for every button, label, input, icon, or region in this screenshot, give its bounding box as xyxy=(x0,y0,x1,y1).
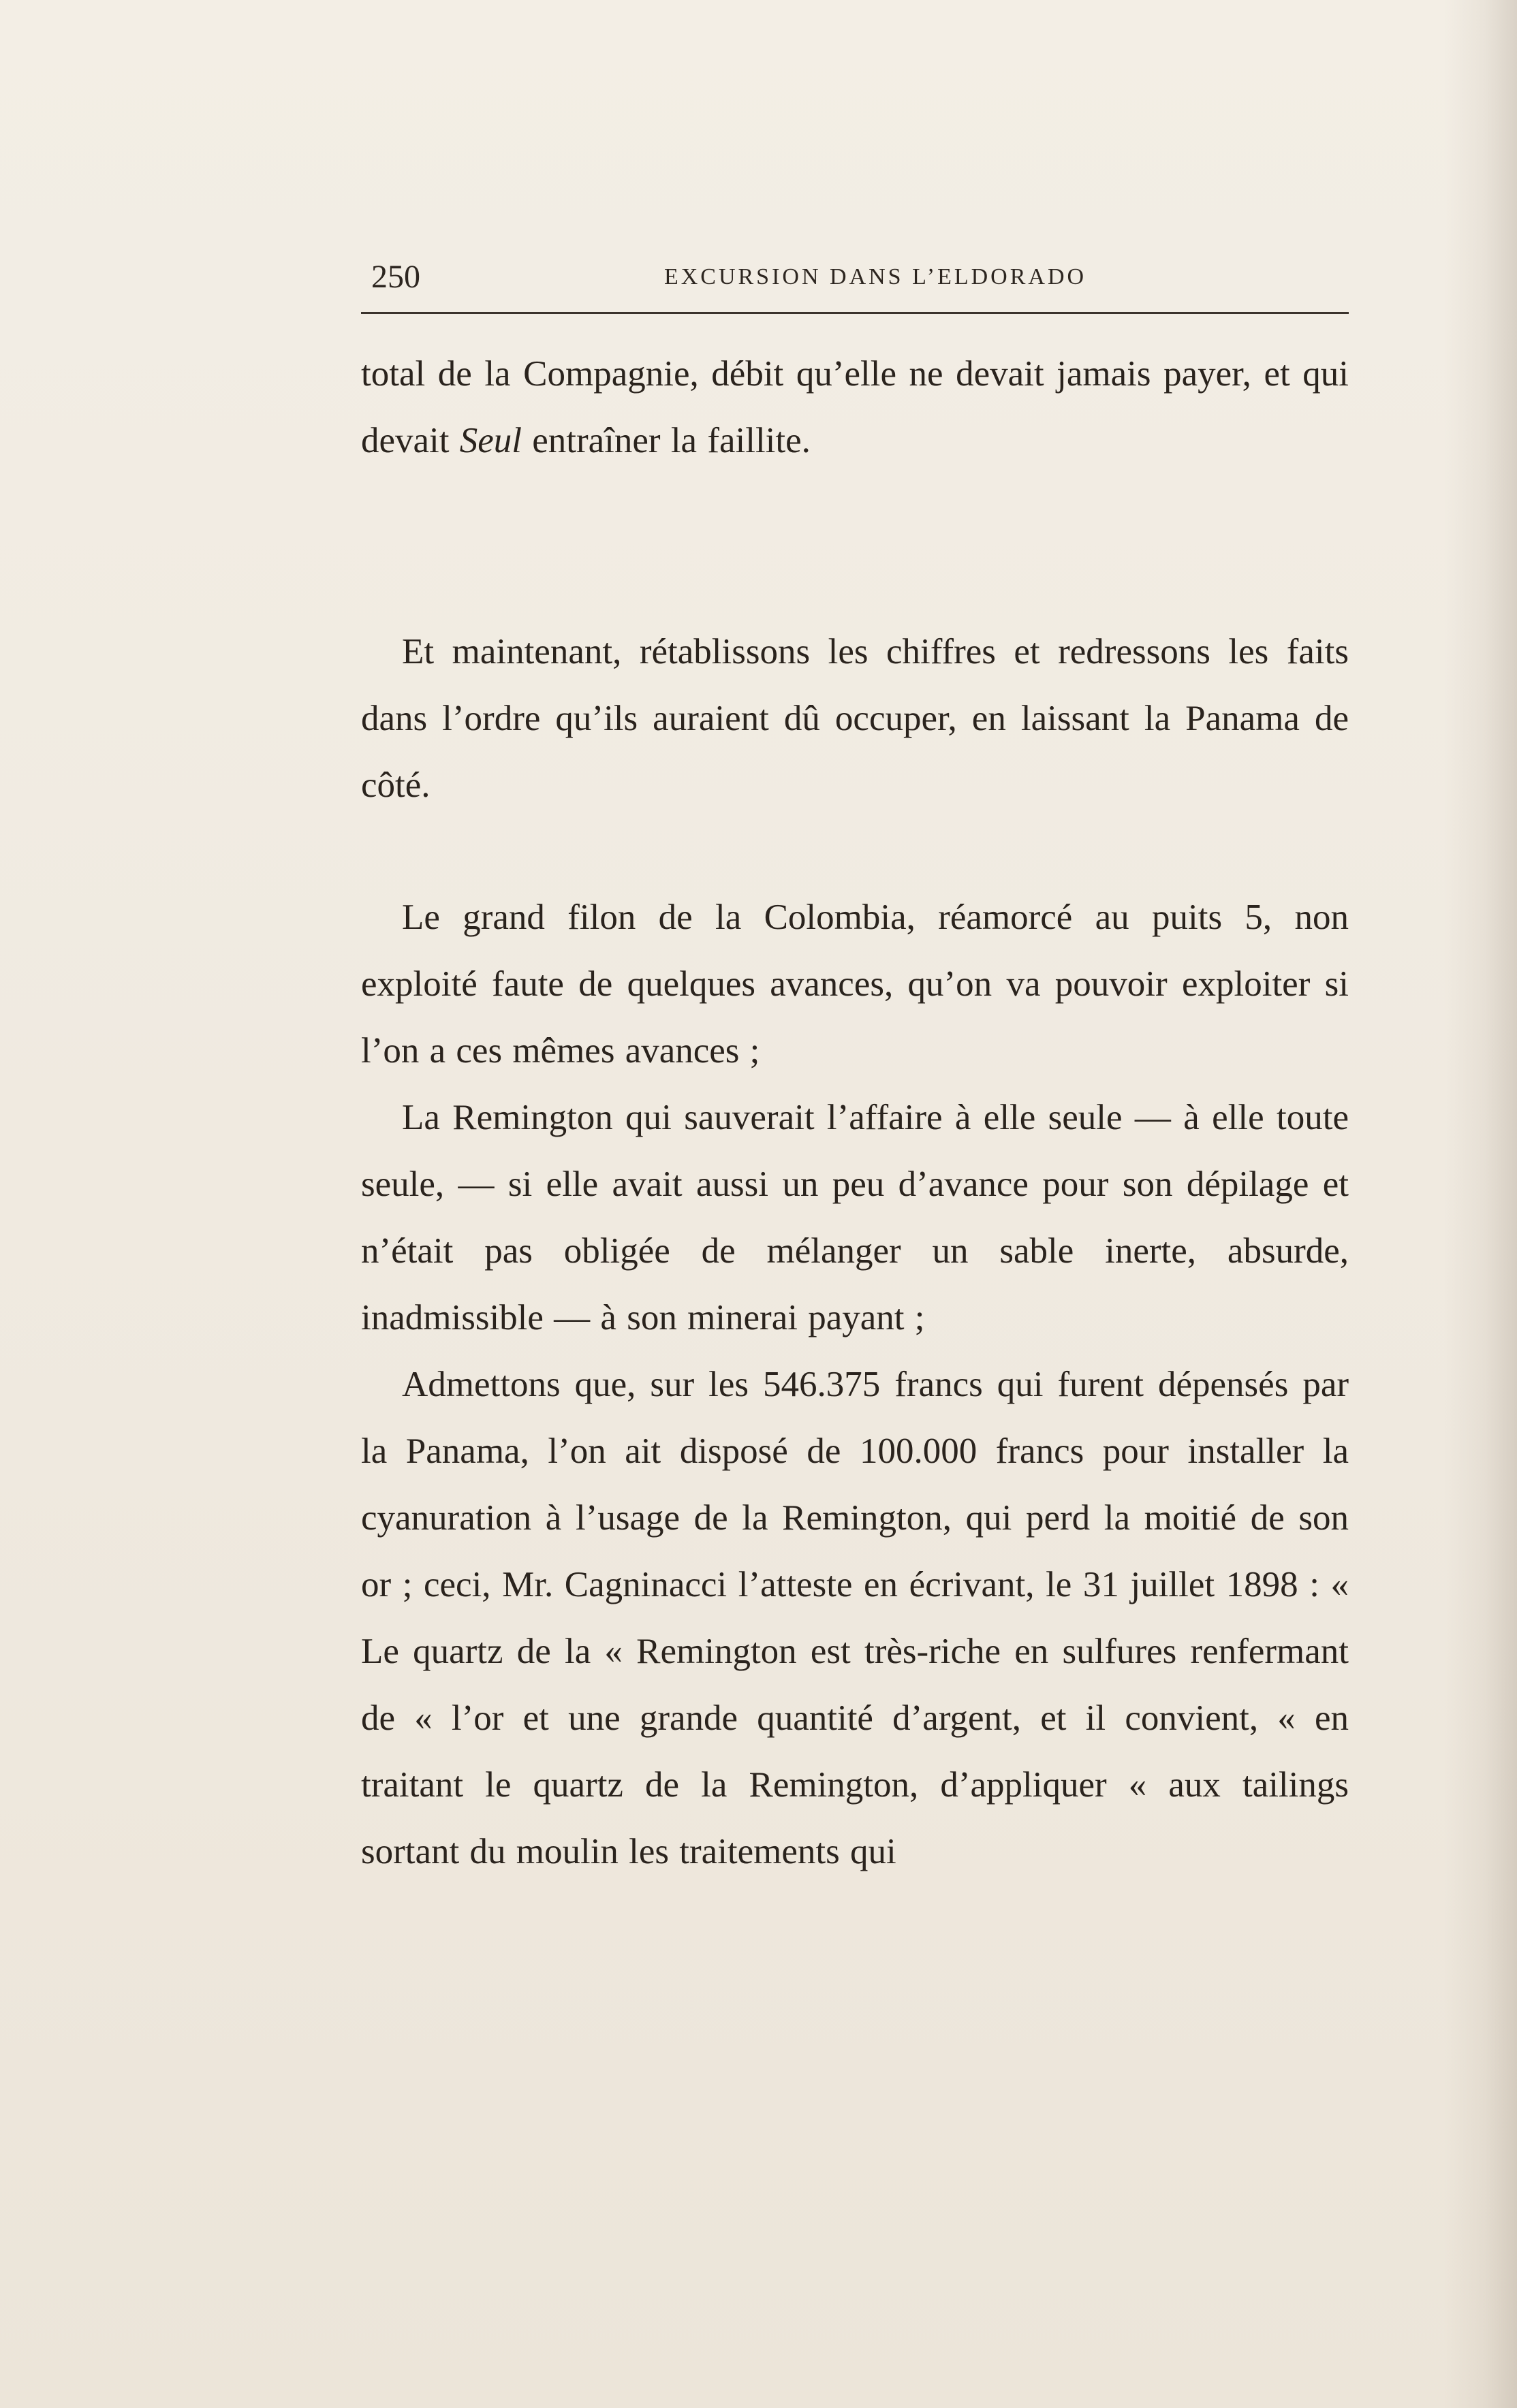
running-title: EXCURSION DANS L’ELDORADO xyxy=(663,264,1087,289)
paragraph-1-start: total de la Compagnie, débit qu’elle ne devait jamais payer, et qui devait xyxy=(361,354,1349,460)
paragraph-1-italic: Seul xyxy=(459,421,522,460)
paragraph-2: Et maintenant, rétablissons les chiffres et redressons les faits dans l’ordre qu’ils auraient dû occuper, en laissant la Panama de côté. xyxy=(361,632,1349,805)
page-number: 250 xyxy=(371,259,420,295)
body-text xyxy=(361,340,1349,1885)
paragraph-4: La Remington qui sauverait l’affaire à elle seule — à elle toute seule, — si elle avait aussi un peu d’avance pour son dépilage et n’était pas obligée de mélanger un sable inerte, absurde, inadmissible — à son minerai payant ; xyxy=(361,1098,1349,1337)
paragraph-1-end: entraîner la faillite. xyxy=(522,421,811,460)
paragraph-3: Le grand filon de la Colombia, réamorcé au puits 5, non exploité faute de quelques avances, qu’on va pouvoir exploiter si l’on a ces mêmes avances ; xyxy=(361,898,1349,1071)
paragraph-1 xyxy=(361,340,1349,474)
page-header xyxy=(361,253,1349,301)
header-rule xyxy=(361,312,1349,314)
paragraph-5: Admettons que, sur les 546.375 francs qui furent dépensés par la Panama, l’on ait disposé de 100.000 francs pour installer la cyanuration à l’usage de la Remington, qui perd la moitié de son or ; ceci, Mr. Cagninacci l’atteste en écrivant, le 31 juillet 1898 : « Le quartz de la « Remington est très-riche en sulfures renfermant de « l’or et une grande quantité d’argent, et il convient, « en traitant le quartz de la Remington, d’appliquer « aux tailings sortant du moulin les traitements qui xyxy=(361,1365,1349,1871)
